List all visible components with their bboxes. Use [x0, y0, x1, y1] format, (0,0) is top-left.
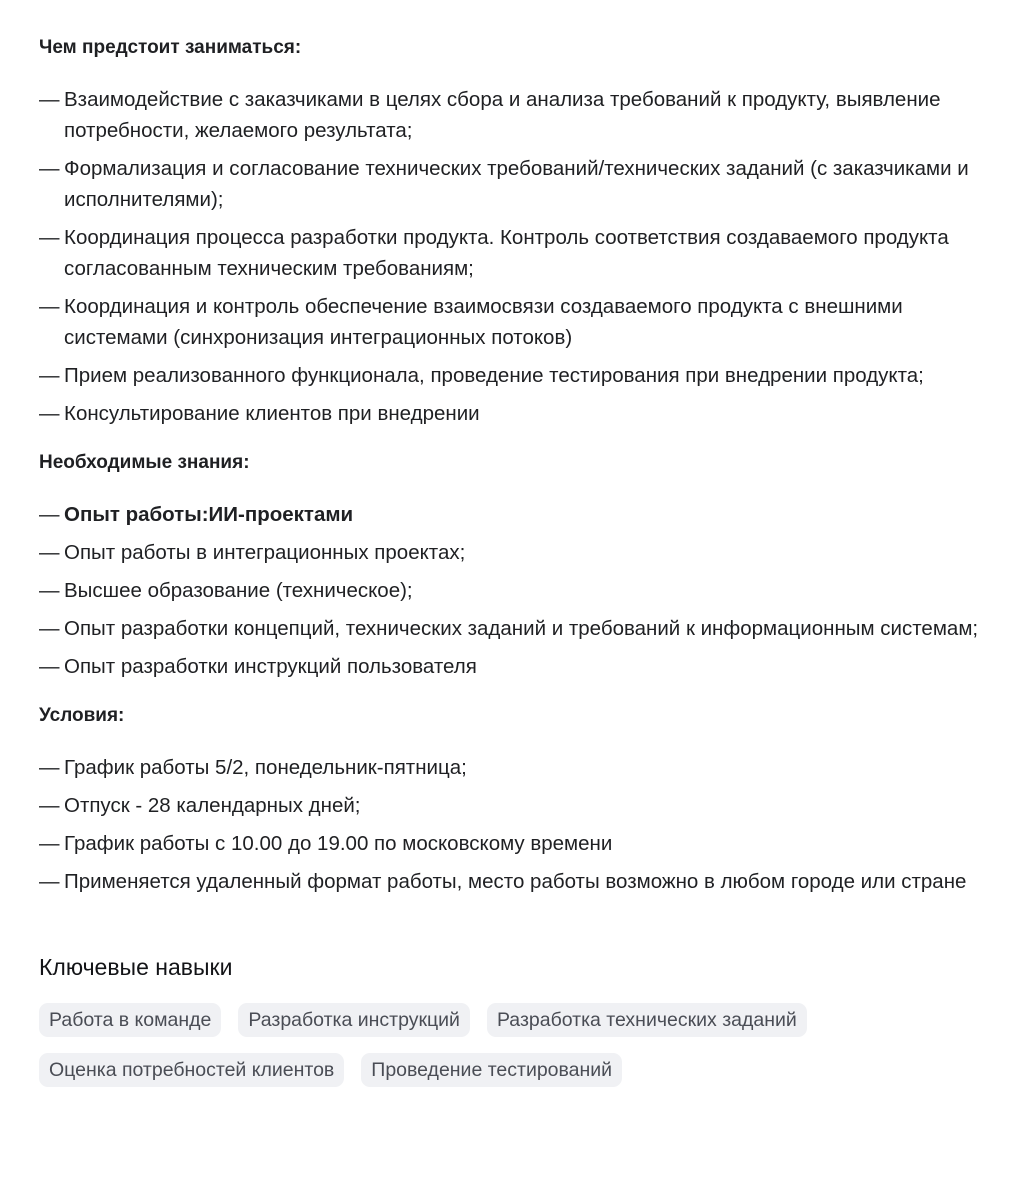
list-item-text: Опыт разработки концепций, технических заданий и требований к информационным системам; — [64, 617, 979, 640]
list-item — [39, 360, 984, 391]
conditions-list — [39, 752, 984, 897]
list-item-text: График работы 5/2, понедельник-пятница; — [64, 756, 467, 779]
list-item-text: Координация и контроль обеспечение взаимосвязи создаваемого продукта с внешними системами (синхронизация интеграционных потоков) — [64, 295, 903, 349]
list-item-text: Отпуск - 28 календарных дней; — [64, 794, 361, 817]
dash-bullet: — — [39, 579, 60, 602]
list-item-text: Высшее образование (техническое); — [64, 579, 413, 602]
list-item-text: Координация процесса разработки продукта. Контроль соответствия создаваемого продукта согласованным техническим требованиям; — [64, 226, 949, 280]
list-item — [39, 752, 984, 783]
requirements-heading: Необходимые знания: — [39, 452, 250, 473]
dash-bullet: — — [39, 832, 60, 855]
skill-tag[interactable]: Проведение тестирований — [361, 1053, 622, 1087]
dash-bullet: — — [39, 655, 60, 678]
list-item — [39, 84, 984, 146]
list-item-text: Опыт работы:ИИ-проектами — [64, 503, 354, 526]
dash-bullet: — — [39, 226, 60, 249]
dash-bullet: — — [39, 88, 60, 111]
list-item — [39, 153, 984, 215]
list-item — [39, 828, 984, 859]
list-item-text: Опыт разработки инструкций пользователя — [64, 655, 477, 678]
list-item — [39, 575, 984, 606]
skill-tag[interactable]: Оценка потребностей клиентов — [39, 1053, 344, 1087]
skill-tag[interactable]: Разработка технических заданий — [487, 1003, 807, 1037]
duties-list — [39, 84, 984, 429]
dash-bullet: — — [39, 364, 60, 387]
requirements-list — [39, 499, 984, 682]
list-item-text: Консультирование клиентов при внедрении — [64, 402, 480, 425]
duties-heading: Чем предстоит заниматься: — [39, 37, 302, 58]
list-item — [39, 613, 984, 644]
dash-bullet: — — [39, 794, 60, 817]
dash-bullet: — — [39, 617, 60, 640]
list-item-text: Применяется удаленный формат работы, место работы возможно в любом городе или стране — [64, 870, 967, 893]
skill-tag[interactable]: Разработка инструкций — [238, 1003, 470, 1037]
list-item — [39, 866, 984, 897]
key-skills-title: Ключевые навыки — [39, 954, 233, 980]
list-item — [39, 537, 984, 568]
dash-bullet: — — [39, 756, 60, 779]
list-item — [39, 651, 984, 682]
list-item — [39, 790, 984, 821]
list-item — [39, 222, 984, 284]
dash-bullet: — — [39, 157, 60, 180]
dash-bullet: — — [39, 870, 60, 893]
conditions-heading: Условия: — [39, 705, 125, 726]
list-item — [39, 291, 984, 353]
list-item-text: Взаимодействие с заказчиками в целях сбора и анализа требований к продукту, выявление потребности, желаемого результата; — [64, 88, 941, 142]
list-item-text: График работы с 10.00 до 19.00 по московскому времени — [64, 832, 613, 855]
dash-bullet: — — [39, 541, 60, 564]
dash-bullet: — — [39, 295, 60, 318]
list-item-text: Опыт работы в интеграционных проектах; — [64, 541, 466, 564]
list-item-text: Прием реализованного функционала, проведение тестирования при внедрении продукта; — [64, 364, 924, 387]
skill-tag[interactable]: Работа в команде — [39, 1003, 221, 1037]
list-item-text: Формализация и согласование технических требований/технических заданий (с заказчиками и исполнителями); — [64, 157, 969, 211]
dash-bullet: — — [39, 503, 60, 526]
list-item — [39, 499, 984, 530]
skill-tags — [39, 1003, 839, 1087]
list-item — [39, 398, 984, 429]
dash-bullet: — — [39, 402, 60, 425]
